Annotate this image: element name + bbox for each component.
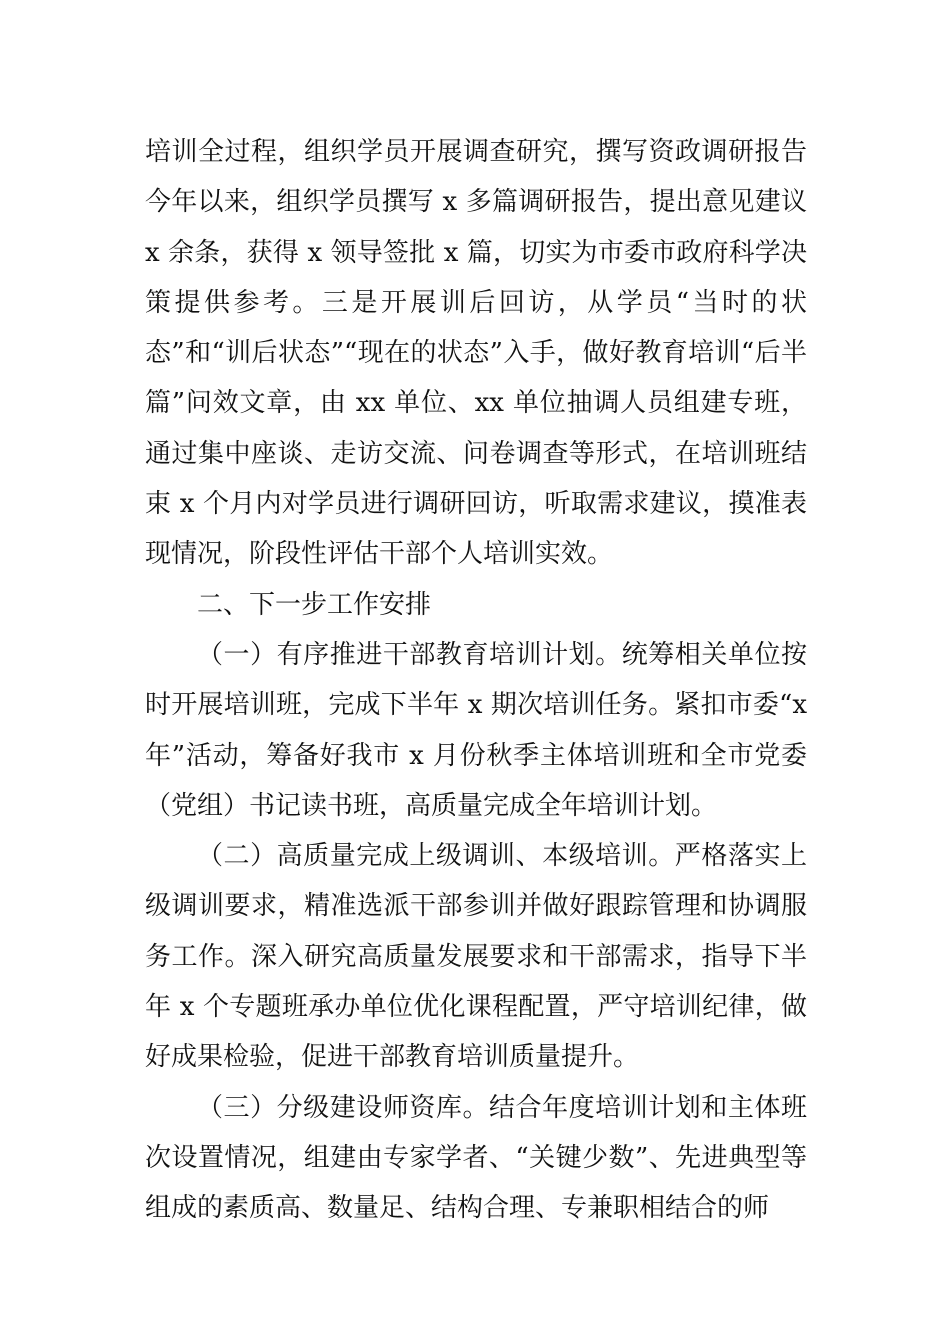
paragraph-continuation: 培训全过程，组织学员开展调查研究，撰写资政调研报告今年以来，组织学员撰写 x 多篇调研报告，提出意见建议 x 余条，获得 x 领导签批 x 篇，切实为市委市政府科学决策提供参考。三是开展训后回访，从学员“当时的状态”和“训后状态”“现在的状态”入手，做好教育培训“后半篇”问效文章，由 xx 单位、xx 单位抽调人员组建专班，通过集中座谈、走访交流、问卷调查等形式，在培训班结束 x 个月内对学员进行调研回访，听取需求建议，摸准表现情况，阶段性评估干部个人培训实效。 bbox=[145, 137, 807, 570]
section-heading: 二、下一步工作安排 bbox=[197, 589, 432, 620]
document-body bbox=[145, 127, 807, 1234]
paragraph-item-3: （三）分级建设师资库。结合年度培训计划和主体班次设置情况，组建由专家学者、“关键少数”、先进典型等组成的素质高、数量足、结构合理、专兼职相结合的师 bbox=[145, 1092, 807, 1224]
paragraph-item-2: （二）高质量完成上级调训、本级培训。严格落实上级调训要求，精准选派干部参训并做好跟踪管理和协调服务工作。深入研究高质量发展要求和干部需求，指导下半年 x 个专题班承办单位优化课程配置，严守培训纪律，做好成果检验，促进干部教育培训质量提升。 bbox=[145, 841, 807, 1073]
paragraph-item-1: （一）有序推进干部教育培训计划。统筹相关单位按时开展培训班，完成下半年 x 期次培训任务。紧扣市委“x 年”活动，筹备好我市 x 月份秋季主体培训班和全市党委（党组）书记读书班，高质量完成全年培训计划。 bbox=[145, 639, 807, 821]
